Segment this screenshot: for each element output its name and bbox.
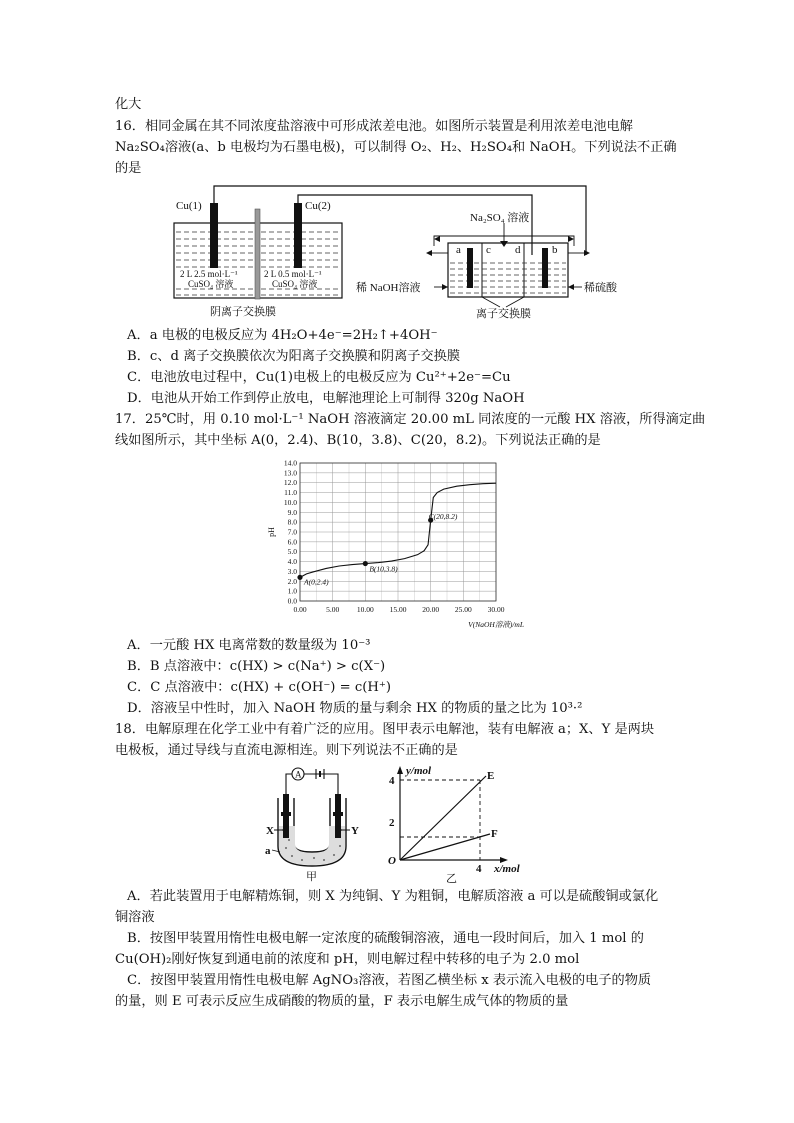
x-tick-label: 0.00 [293,605,307,614]
y-tick-label: 13.0 [283,468,297,478]
y-tick-label: 8.0 [287,517,297,527]
x-axis-label: V(NaOH溶液)/mL [468,620,524,629]
x-tick-label: 10.00 [356,605,374,614]
anion-membrane-label: 阴离子交换膜 [210,306,276,318]
b-electrode [542,248,548,288]
na2so4-label: Na₂SO₄ 溶液 [470,212,530,224]
y-label: Y [351,825,359,837]
y-tick-label: 2.0 [287,576,297,586]
y-tick-label: 10.0 [283,497,297,507]
q16-option-c: C．电池放电过程中，Cu(1)电极上的电极反应为 Cu²⁺+2e⁻=Cu [127,370,511,385]
x-tick-label: 30.00 [487,605,505,614]
h2so4-label: 稀硫酸 [584,282,617,294]
ammeter-label: A [295,769,302,780]
q16-stem-3: 的是 [115,161,142,176]
left-solution: CuSO₄ 溶液 [188,279,234,289]
right-concentration: 2 L 0.5 mol·L⁻¹ [264,269,322,279]
anion-membrane [255,209,260,299]
label-b: b [552,244,558,256]
naoh-label: 稀 NaOH溶液 [356,282,421,294]
y-tick-label: 0.0 [287,596,297,606]
right-solution: CuSO₄ 溶液 [272,279,318,289]
q16-stem-2: Na₂SO₄溶液(a、b 电极均为石墨电极)，可以制得 O₂、H₂、H₂SO₄和 NaOH。下列说法不正确 [115,140,677,155]
cu2-electrode [294,203,302,268]
x-tick-4: 4 [476,863,482,875]
label-c: c [486,244,491,256]
x-tick-label: 25.00 [454,605,472,614]
q18-option-c-2: 的量，则 E 可表示反应生成硝酸的物质的量，F 表示电解生成气体的物质的量 [115,994,569,1009]
y-tick-label: 1.0 [287,586,297,596]
y-tick-label: 7.0 [287,527,297,537]
y-tick-label: 11.0 [284,488,297,498]
y-tick-label: 14.0 [283,458,297,468]
q16-option-b: B．c、d 离子交换膜依次为阳离子交换膜和阴离子交换膜 [127,349,461,364]
caption-yi: 乙 [446,873,457,885]
q18-option-b-1: B．按图甲装置用惰性电极电解一定浓度的硫酸铜溶液，通电一段时间后，加入 1 mol 的 [127,931,644,946]
y-tick-label: 5.0 [287,547,297,557]
caption-jia: 甲 [306,871,317,883]
y-axis-label: pH [267,527,276,537]
q16-option-a: A．a 电极的电极反应为 4H₂O+4e⁻=2H₂↑+4OH⁻ [127,328,438,343]
x-tick-label: 5.00 [326,605,340,614]
q17-stem-2: 线如图所示，其中坐标 A(0，2.4)、B(10，3.8)、C(20，8.2)。下列说法正确的是 [115,433,601,448]
point-label: A(0,2.4) [304,577,329,587]
x-label: X [266,825,274,837]
ion-membrane-label: 离子交换膜 [476,308,531,320]
point-label: B(10,3.8) [369,564,398,574]
q18-stem-2: 电极板，通过导线与直流电源相连。则下列说法不正确的是 [115,743,458,758]
q16-stem-1: 16．相同金属在其不同浓度盐溶液中可形成浓差电池。如图所示装置是利用浓差电池电解 [115,119,633,134]
label-a: a [456,244,461,256]
q18-stem-1: 18．电解原理在化学工业中有着广泛的应用。图甲表示电解池，装有电解液 a；X、Y 是两块 [115,722,655,737]
y-tick-2: 2 [389,817,395,829]
q17-stem-1: 17．25℃时，用 0.10 mol·L⁻¹ NaOH 溶液滴定 20.00 mL 同浓度的一元酸 HX 溶液，所得滴定曲 [115,412,706,427]
label-e: E [487,770,495,782]
a-electrode [467,248,473,288]
y-tick-label: 12.0 [283,478,297,488]
q17-option-c: C．C 点溶液中：c(HX) + c(OH⁻) = c(H⁺) [127,680,392,695]
x-tick-label: 20.00 [422,605,440,614]
x-axis-label: x/mol [494,863,520,875]
point-a [297,575,302,580]
y-tick-label: 9.0 [287,507,297,517]
q18-option-b-2: Cu(OH)₂刚好恢复到通电前的浓度和 pH，则电解过程中转移的电子为 2.0 mol [115,952,580,967]
q18-option-a-2: 铜溶液 [115,910,155,925]
point-label: C(20,8.2) [428,512,458,522]
q18-option-a-1: A．若此装置用于电解精炼铜，则 X 为纯铜、Y 为粗铜，电解质溶液 a 可以是硫酸铜或氯化 [127,889,659,904]
cu1-label: Cu(1) [176,200,202,212]
origin-label: O [388,855,396,867]
y-tick-4: 4 [389,775,395,787]
point-b [363,561,368,566]
label-d: d [515,244,521,256]
q18-figure-yi [376,762,536,884]
y-tick-label: 4.0 [287,557,297,567]
q18-figure-jia [262,764,362,882]
q17-option-b: B．B 点溶液中：c(HX) > c(Na⁺) > c(X⁻) [127,659,386,674]
q16-option-d: D．电池从开始工作到停止放电，电解池理论上可制得 320g NaOH [127,391,525,406]
header-fragment: 化大 [115,97,142,112]
label-f: F [491,828,498,840]
y-tick-label: 6.0 [287,537,297,547]
q16-figure [170,183,630,323]
cu1-electrode [210,203,218,268]
left-concentration: 2 L 2.5 mol·L⁻¹ [180,269,238,279]
q17-option-d: D．溶液呈中性时，加入 NaOH 物质的量与剩余 HX 的物质的量之比为 10³·² [127,701,583,716]
y-tick-label: 3.0 [287,566,297,576]
titration-chart [262,455,542,630]
y-axis-label: y/mol [406,765,432,777]
x-tick-label: 15.00 [389,605,407,614]
cu2-label: Cu(2) [305,200,331,212]
a-label: a [265,845,271,857]
q17-option-a: A．一元酸 HX 电离常数的数量级为 10⁻³ [127,638,371,653]
q18-option-c-1: C．按图甲装置用惰性电极电解 AgNO₃溶液，若图乙横坐标 x 表示流入电极的电子的物质 [127,973,652,988]
